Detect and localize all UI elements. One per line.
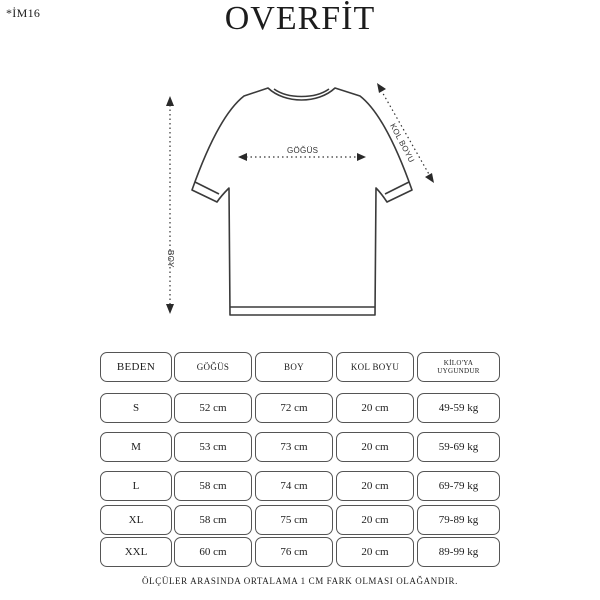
weight-cell: 89-99 kg bbox=[417, 537, 500, 567]
header-length: BOY bbox=[255, 352, 333, 382]
product-code: *İM16 bbox=[6, 6, 41, 20]
size-cell: XXL bbox=[100, 537, 172, 567]
tshirt-diagram bbox=[0, 60, 600, 340]
chest-label: GÖĞÜS bbox=[287, 146, 319, 155]
length-cell: 74 cm bbox=[255, 471, 333, 501]
table-row bbox=[100, 432, 500, 462]
sleeve-cell: 20 cm bbox=[336, 432, 414, 462]
length-cell: 76 cm bbox=[255, 537, 333, 567]
header-weight-line2: UYGUNDUR bbox=[437, 367, 480, 375]
length-cell: 73 cm bbox=[255, 432, 333, 462]
sleeve-cell: 20 cm bbox=[336, 537, 414, 567]
table-header-row bbox=[100, 352, 500, 382]
size-cell: XL bbox=[100, 505, 172, 535]
weight-cell: 49-59 kg bbox=[417, 393, 500, 423]
size-cell: L bbox=[100, 471, 172, 501]
sleeve-cell: 20 cm bbox=[336, 471, 414, 501]
size-cell: M bbox=[100, 432, 172, 462]
measurement-note: ÖLÇÜLER ARASINDA ORTALAMA 1 CM FARK OLMASI OLAĞANDIR. bbox=[142, 576, 458, 586]
length-cell: 75 cm bbox=[255, 505, 333, 535]
header-sleeve: KOL BOYU bbox=[336, 352, 414, 382]
weight-cell: 79-89 kg bbox=[417, 505, 500, 535]
chest-cell: 53 cm bbox=[174, 432, 252, 462]
page-title: OVERFİT bbox=[224, 0, 376, 37]
size-cell: S bbox=[100, 393, 172, 423]
header-size: BEDEN bbox=[100, 352, 172, 382]
sleeve-cell: 20 cm bbox=[336, 505, 414, 535]
header-weight-line1: KİLO'YA bbox=[443, 359, 474, 367]
header-chest: GÖĞÜS bbox=[174, 352, 252, 382]
chest-cell: 60 cm bbox=[174, 537, 252, 567]
sleeve-cell: 20 cm bbox=[336, 393, 414, 423]
length-cell: 72 cm bbox=[255, 393, 333, 423]
chest-cell: 58 cm bbox=[174, 505, 252, 535]
table-row bbox=[100, 505, 500, 535]
weight-cell: 59-69 kg bbox=[417, 432, 500, 462]
table-row bbox=[100, 471, 500, 501]
sleeve-label: KOL BOYU bbox=[388, 122, 417, 165]
header-weight bbox=[417, 352, 500, 382]
tshirt-outline-icon bbox=[0, 60, 600, 340]
length-label: BOY bbox=[166, 250, 175, 268]
chest-cell: 52 cm bbox=[174, 393, 252, 423]
table-row bbox=[100, 393, 500, 423]
chest-cell: 58 cm bbox=[174, 471, 252, 501]
weight-cell: 69-79 kg bbox=[417, 471, 500, 501]
table-row bbox=[100, 537, 500, 567]
